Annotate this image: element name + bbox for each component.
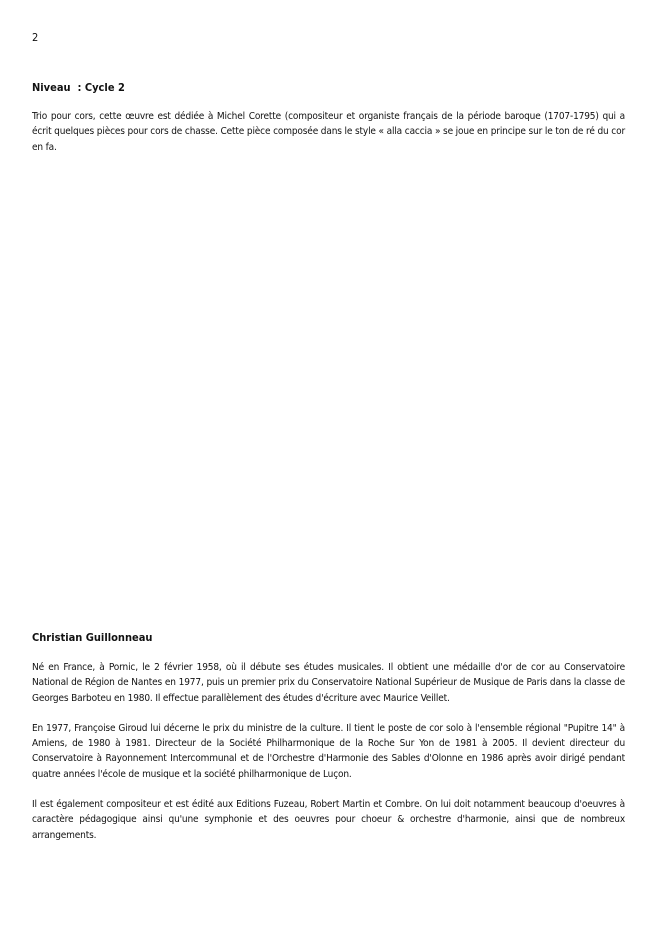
- composer-name-heading: Christian Guillonneau: [32, 631, 153, 644]
- biography-paragraph-1: Né en France, à Pornic, le 2 février 1958, où il débute ses études musicales. Il obtient une médaille d'or de cor au Conservatoire National de Région de Nantes en 1977, puis un premier prix du Conservatoire National Supérieur de Musique de Paris dans la classe de Georges Barboteu en 1980. Il effectue parallèlement des études d'écriture avec Maurice Veillet.: [32, 662, 625, 704]
- biography-section: [32, 631, 625, 843]
- page-number: 2: [32, 31, 39, 44]
- level-heading: Niveau : Cycle 2: [32, 81, 125, 94]
- level-description: Trio pour cors, cette œuvre est dédiée à Michel Corette (compositeur et organiste français de la période baroque (1707-1795) qui a écrit quelques pièces pour cors de chasse. Cette pièce composée dans le style « alla caccia » se joue en principe sur le ton de ré du cor en fa.: [32, 111, 625, 153]
- level-section: [32, 81, 625, 155]
- biography-paragraph-2: En 1977, Françoise Giroud lui décerne le prix du ministre de la culture. Il tient le poste de cor solo à l'ensemble régional "Pupitre 14" à Amiens, de 1980 à 1981. Directeur de la Société Philharmonique de la Roche Sur Yon de 1981 à 2005. Il devient directeur du Conservatoire à Rayonnement Intercommunal et de l'Orchestre d'Harmonie des Sables d'Olonne en 1986 après avoir dirigé pendant quatre années l'école de musique et la société philharmonique de Luçon.: [32, 722, 625, 780]
- biography-paragraph-3: Il est également compositeur et est édité aux Editions Fuzeau, Robert Martin et Combre. On lui doit notamment beaucoup d'oeuvres à caractère pédagogique ainsi qu'une symphonie et des oeuvres pour choeur & orchestre d'harmonie, ainsi que de nombreux arrangements.: [32, 799, 625, 841]
